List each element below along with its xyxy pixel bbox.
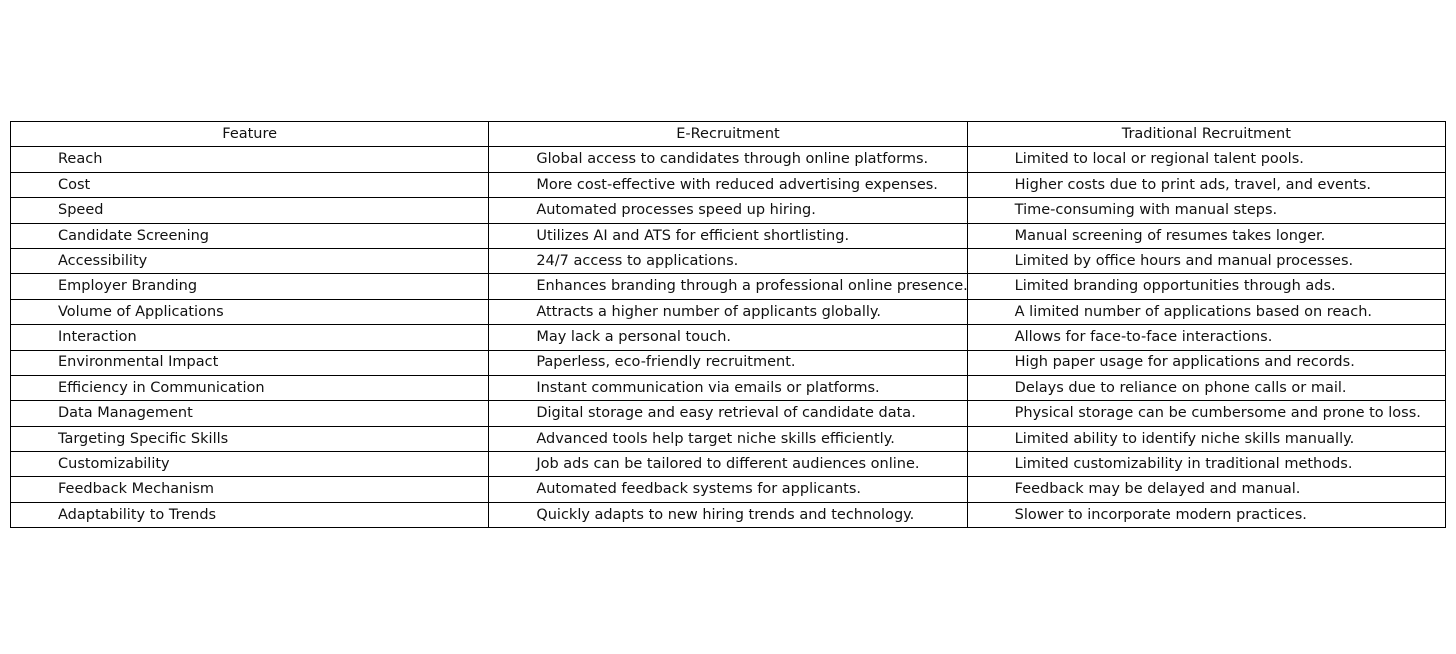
table-row bbox=[11, 248, 1446, 273]
e-recruitment-cell: Automated processes speed up hiring. bbox=[489, 198, 967, 223]
traditional-recruitment-cell: Limited ability to identify niche skills manually. bbox=[967, 426, 1445, 451]
traditional-recruitment-cell: Limited customizability in traditional methods. bbox=[967, 452, 1445, 477]
feature-cell: Targeting Specific Skills bbox=[11, 426, 489, 451]
table-row bbox=[11, 401, 1446, 426]
header-row bbox=[11, 122, 1446, 147]
header-cell-traditional-recruitment: Traditional Recruitment bbox=[967, 122, 1445, 147]
e-recruitment-cell: Global access to candidates through online platforms. bbox=[489, 147, 967, 172]
traditional-recruitment-cell: Limited branding opportunities through ads. bbox=[967, 274, 1445, 299]
feature-cell: Accessibility bbox=[11, 248, 489, 273]
feature-cell: Customizability bbox=[11, 452, 489, 477]
e-recruitment-cell: Utilizes AI and ATS for efficient shortlisting. bbox=[489, 223, 967, 248]
traditional-recruitment-cell: Time-consuming with manual steps. bbox=[967, 198, 1445, 223]
traditional-recruitment-cell: Delays due to reliance on phone calls or mail. bbox=[967, 375, 1445, 400]
table-row bbox=[11, 426, 1446, 451]
traditional-recruitment-cell: Limited by office hours and manual processes. bbox=[967, 248, 1445, 273]
table-row bbox=[11, 350, 1446, 375]
e-recruitment-cell: Automated feedback systems for applicants. bbox=[489, 477, 967, 502]
e-recruitment-cell: Paperless, eco-friendly recruitment. bbox=[489, 350, 967, 375]
e-recruitment-cell: Instant communication via emails or platforms. bbox=[489, 375, 967, 400]
traditional-recruitment-cell: Higher costs due to print ads, travel, and events. bbox=[967, 172, 1445, 197]
feature-cell: Candidate Screening bbox=[11, 223, 489, 248]
feature-cell: Adaptability to Trends bbox=[11, 502, 489, 527]
feature-cell: Feedback Mechanism bbox=[11, 477, 489, 502]
traditional-recruitment-cell: Feedback may be delayed and manual. bbox=[967, 477, 1445, 502]
feature-cell: Speed bbox=[11, 198, 489, 223]
traditional-recruitment-cell: Physical storage can be cumbersome and prone to loss. bbox=[967, 401, 1445, 426]
e-recruitment-cell: Attracts a higher number of applicants globally. bbox=[489, 299, 967, 324]
table-body bbox=[11, 147, 1446, 528]
e-recruitment-cell: Advanced tools help target niche skills efficiently. bbox=[489, 426, 967, 451]
feature-cell: Efficiency in Communication bbox=[11, 375, 489, 400]
table-row bbox=[11, 172, 1446, 197]
feature-cell: Interaction bbox=[11, 325, 489, 350]
e-recruitment-cell: Quickly adapts to new hiring trends and technology. bbox=[489, 502, 967, 527]
table-row bbox=[11, 147, 1446, 172]
e-recruitment-cell: Digital storage and easy retrieval of candidate data. bbox=[489, 401, 967, 426]
table-row bbox=[11, 299, 1446, 324]
table-row bbox=[11, 274, 1446, 299]
e-recruitment-cell: More cost-effective with reduced advertising expenses. bbox=[489, 172, 967, 197]
feature-cell: Environmental Impact bbox=[11, 350, 489, 375]
traditional-recruitment-cell: A limited number of applications based on reach. bbox=[967, 299, 1445, 324]
e-recruitment-cell: Job ads can be tailored to different audiences online. bbox=[489, 452, 967, 477]
traditional-recruitment-cell: Limited to local or regional talent pools. bbox=[967, 147, 1445, 172]
traditional-recruitment-cell: Manual screening of resumes takes longer. bbox=[967, 223, 1445, 248]
feature-cell: Reach bbox=[11, 147, 489, 172]
header-cell-e-recruitment: E-Recruitment bbox=[489, 122, 967, 147]
table-row bbox=[11, 198, 1446, 223]
traditional-recruitment-cell: Allows for face-to-face interactions. bbox=[967, 325, 1445, 350]
feature-cell: Volume of Applications bbox=[11, 299, 489, 324]
header-cell-feature: Feature bbox=[11, 122, 489, 147]
e-recruitment-cell: Enhances branding through a professional online presence. bbox=[489, 274, 967, 299]
comparison-table bbox=[10, 121, 1446, 528]
table-row bbox=[11, 502, 1446, 527]
feature-cell: Cost bbox=[11, 172, 489, 197]
table-row bbox=[11, 452, 1446, 477]
e-recruitment-cell: 24/7 access to applications. bbox=[489, 248, 967, 273]
table-row bbox=[11, 477, 1446, 502]
table-row bbox=[11, 375, 1446, 400]
traditional-recruitment-cell: High paper usage for applications and records. bbox=[967, 350, 1445, 375]
traditional-recruitment-cell: Slower to incorporate modern practices. bbox=[967, 502, 1445, 527]
table-row bbox=[11, 325, 1446, 350]
table-row bbox=[11, 223, 1446, 248]
feature-cell: Data Management bbox=[11, 401, 489, 426]
e-recruitment-cell: May lack a personal touch. bbox=[489, 325, 967, 350]
feature-cell: Employer Branding bbox=[11, 274, 489, 299]
